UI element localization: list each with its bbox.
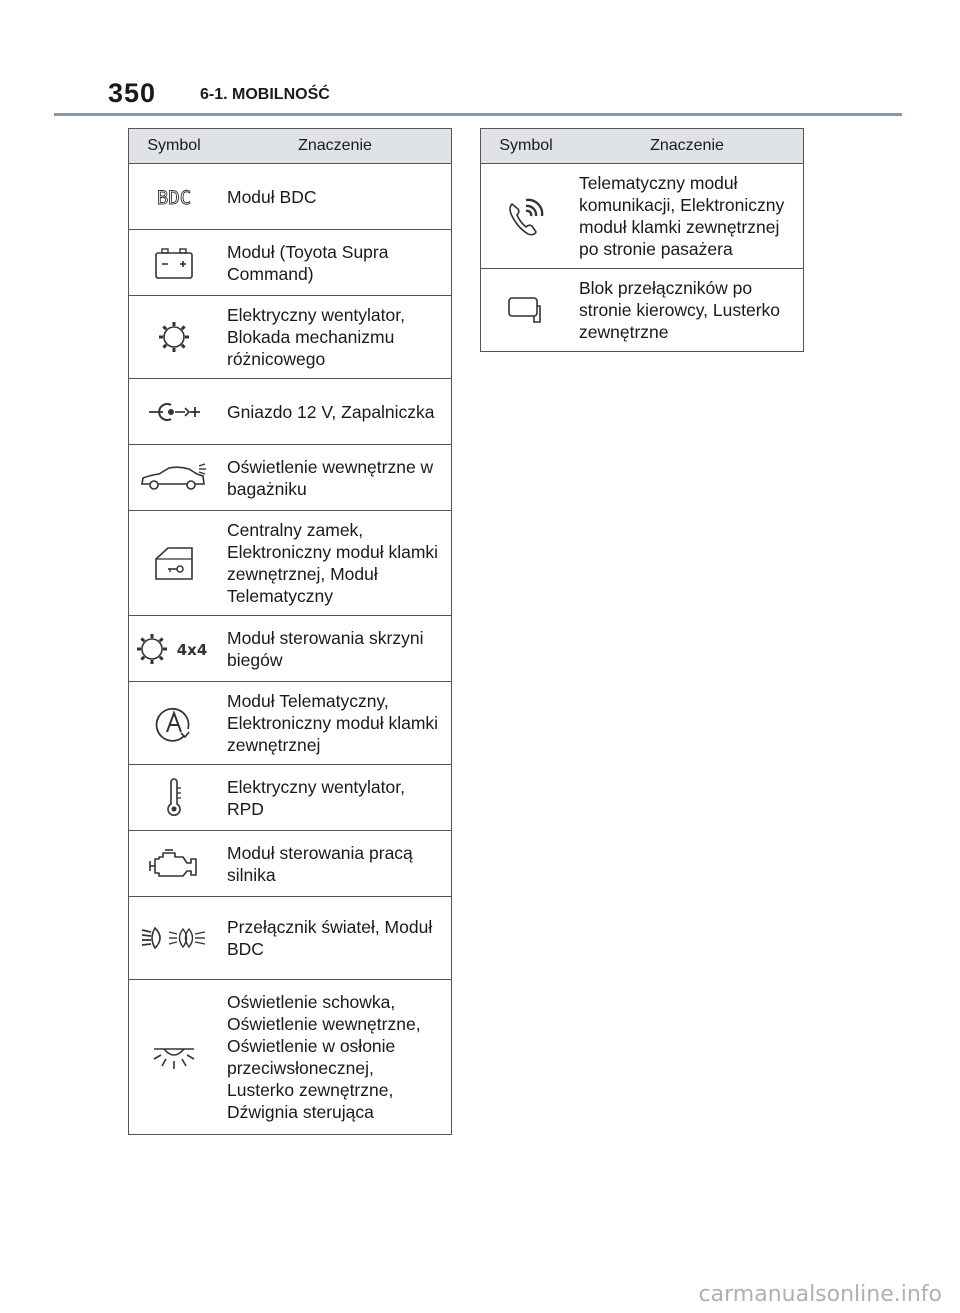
- meaning-text: Moduł (Toyota Supra Command): [219, 230, 452, 296]
- meaning-text: Oświetlenie wewnętrzne w bagażniku: [219, 445, 452, 511]
- svg-text:4x4: 4x4: [176, 640, 208, 659]
- meaning-text: Moduł sterowania skrzyni biegów: [219, 616, 452, 682]
- auto-a-icon: [154, 703, 194, 743]
- meaning-text: Moduł sterowania pracą silnika: [219, 831, 452, 897]
- table-row: [129, 765, 452, 831]
- svg-text:BDC: BDC: [156, 186, 192, 209]
- socket-12v-icon: [147, 401, 201, 423]
- watermark: carmanualsonline.info: [698, 1282, 942, 1307]
- section-title: 6-1. MOBILNOŚĆ: [200, 86, 330, 103]
- table-header-row: [129, 129, 452, 164]
- table-row: [129, 445, 452, 511]
- meaning-text: Moduł Telematyczny, Elektroniczny moduł klamki zewnętrznej: [219, 682, 452, 765]
- table-row: [481, 164, 804, 269]
- engine-icon: [149, 847, 199, 881]
- table-row: [129, 230, 452, 296]
- table-row: [129, 511, 452, 616]
- meaning-text: Telematyczny moduł komunikacji, Elektroniczny moduł klamki zewnętrznej po stronie pasażera: [571, 164, 804, 269]
- headlight-switch-icon: [139, 924, 209, 952]
- meaning-text: Moduł BDC: [219, 164, 452, 230]
- meaning-text: Oświetlenie schowka, Oświetlenie wewnętrzne, Oświetlenie w osłonie przeciwsłonecznej, Lusterko zewnętrzne, Dźwignia sterująca: [219, 980, 452, 1135]
- gear-4x4-icon: [134, 631, 214, 667]
- table-row: [129, 897, 452, 980]
- symbol-table-left: [128, 128, 452, 1135]
- battery-module-icon: [154, 246, 194, 280]
- phone-signal-icon: [504, 194, 548, 238]
- table-row: [129, 164, 452, 230]
- table-header-row: [481, 129, 804, 164]
- column-header-symbol: Symbol: [129, 129, 220, 164]
- car-trunk-light-icon: [139, 462, 209, 494]
- table-row: [129, 831, 452, 897]
- table-row: [129, 682, 452, 765]
- column-header-symbol: Symbol: [481, 129, 572, 164]
- meaning-text: Elektryczny wentylator, Blokada mechanizmu różnicowego: [219, 296, 452, 379]
- meaning-text: Gniazdo 12 V, Zapalniczka: [219, 379, 452, 445]
- door-key-icon: [152, 545, 196, 581]
- table-row: [129, 980, 452, 1135]
- meaning-text: Elektryczny wentylator, RPD: [219, 765, 452, 831]
- column-header-meaning: Znaczenie: [571, 129, 804, 164]
- page-number: 350: [108, 78, 157, 108]
- table-row: [129, 379, 452, 445]
- meaning-text: Blok przełączników po stronie kierowcy, Lusterko zewnętrzne: [571, 269, 804, 352]
- mirror-switch-icon: [506, 294, 546, 326]
- fan-gear-icon: [156, 319, 192, 355]
- column-header-meaning: Znaczenie: [219, 129, 452, 164]
- interior-lamp-icon: [150, 1041, 198, 1073]
- table-row: [129, 616, 452, 682]
- page-header: [108, 78, 908, 114]
- table-row: [129, 296, 452, 379]
- bdc-icon: [152, 184, 196, 210]
- thermometer-icon: [164, 778, 184, 818]
- table-row: [481, 269, 804, 352]
- meaning-text: Centralny zamek, Elektroniczny moduł klamki zewnętrznej, Moduł Telematyczny: [219, 511, 452, 616]
- symbol-table-right: [480, 128, 804, 352]
- header-rule: [54, 113, 902, 116]
- meaning-text: Przełącznik świateł, Moduł BDC: [219, 897, 452, 980]
